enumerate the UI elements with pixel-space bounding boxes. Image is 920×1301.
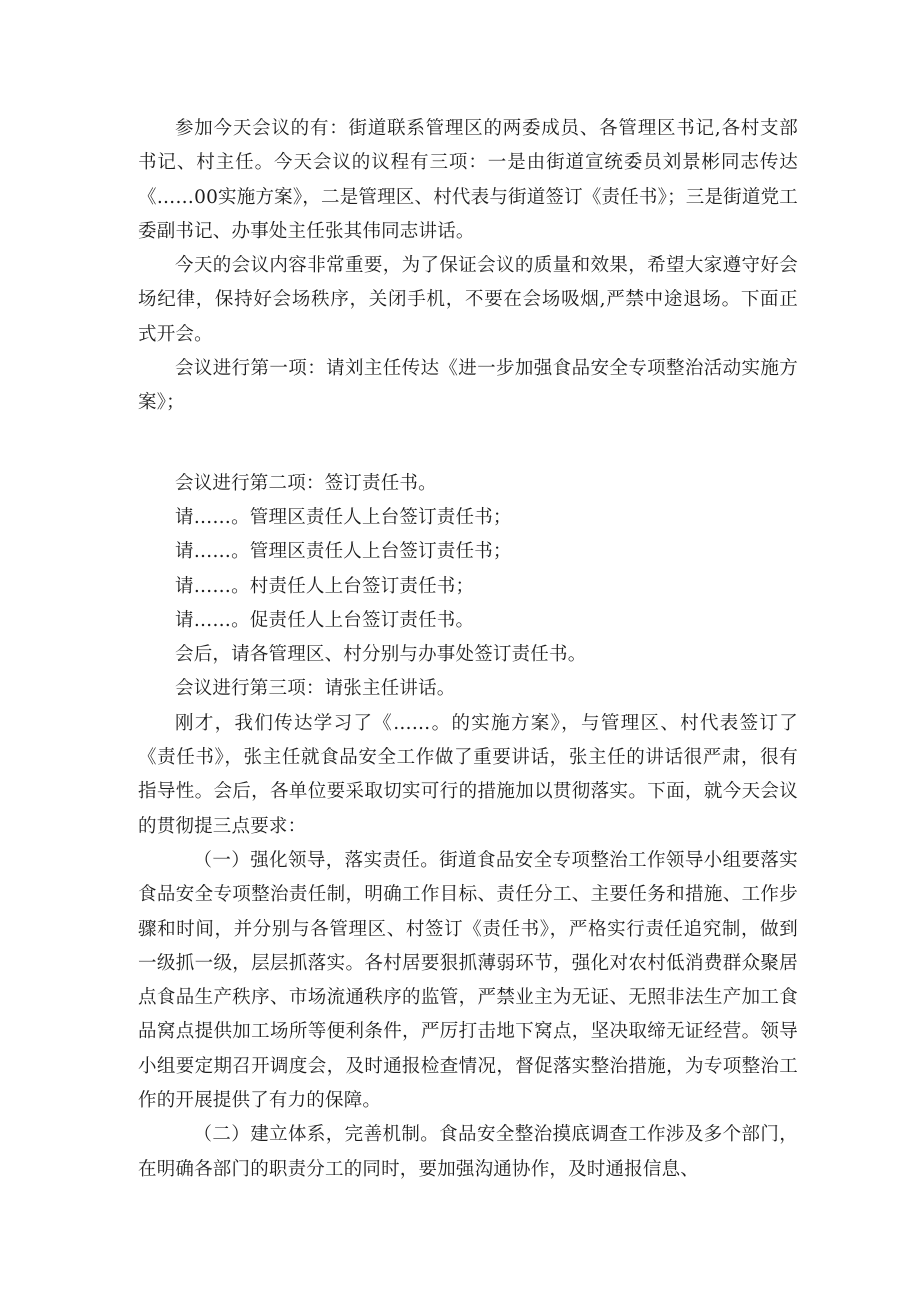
paragraph-signing-line: 请……。村责任人上台签订责任书； bbox=[175, 575, 475, 597]
paragraph-requirement-one: （一）强化领导，落实责任。街道食品安全专项整治工作领导小组要落实食品安全专项整治责任制，明确工作目标、责任分工、主要任务和措施、工作步骤和时间，并分别与各管理区、村签订《责任书》，严格实行责任追究制，做到一级抓一级，层层抓落实。各村居要狠抓薄弱环节，强化对农村低消费群众聚居点食品生产秩序、市场流通秩序的监管，严禁业主为无证、无照非法生产加工食品窝点提供加工场所等便利条件，严厉打击地下窝点，坚决取缔无证经营。领导小组要定期召开调度会，及时通报检查情况，督促落实整治措施，为专项整治工作的开展提供了有力的保障。 bbox=[138, 849, 798, 1112]
paragraph-attendees-agenda: 参加今天会议的有：街道联系管理区的两委成员、各管理区书记,各村支部书记、村主任。今天会议的议程有三项：一是由街道宣统委员刘景彬同志传达《……00实施方案》，二是管理区、村代表与街道签订《责任书》；三是街道党工委副书记、办事处主任张其伟同志讲话。 bbox=[138, 118, 798, 242]
paragraph-agenda-item-two: 会议进行第二项：签订责任书。 bbox=[175, 472, 437, 494]
document-body bbox=[138, 112, 798, 1187]
paragraph-requirement-two: （二）建立体系，完善机制。食品安全整治摸底调查工作涉及多个部门，在明确各部门的职责分工的同时，要加强沟通协作，及时通报信息、 bbox=[138, 1124, 798, 1180]
paragraph-summary-requirements: 刚才，我们传达学习了《……。的实施方案》，与管理区、村代表签订了《责任书》，张主任就食品安全工作做了重要讲话，张主任的讲话很严肃，很有指导性。会后，各单位要采取切实可行的措施加以贯彻落实。下面，就今天会议的贯彻提三点要求： bbox=[138, 712, 798, 837]
paragraph-agenda-item-one: 会议进行第一项：请刘主任传达《进一步加强食品安全专项整治活动实施方案》； bbox=[138, 358, 798, 414]
paragraph-signing-line: 请……。管理区责任人上台签订责任书； bbox=[175, 541, 512, 563]
paragraph-agenda-item-three: 会议进行第三项：请张主任讲话。 bbox=[175, 678, 456, 700]
paragraph-spacer bbox=[138, 421, 798, 467]
paragraph-meeting-discipline: 今天的会议内容非常重要，为了保证会议的质量和效果，希望大家遵守好会场纪律，保持好会场秩序，关闭手机，不要在会场吸烟,严禁中途退场。下面正式开会。 bbox=[138, 255, 798, 345]
paragraph-after-meeting: 会后，请各管理区、村分别与办事处签订责任书。 bbox=[175, 644, 587, 666]
paragraph-signing-line: 请……。促责任人上台签订责任书。 bbox=[175, 609, 475, 631]
paragraph-signing-line: 请……。管理区责任人上台签订责任书； bbox=[175, 506, 512, 528]
